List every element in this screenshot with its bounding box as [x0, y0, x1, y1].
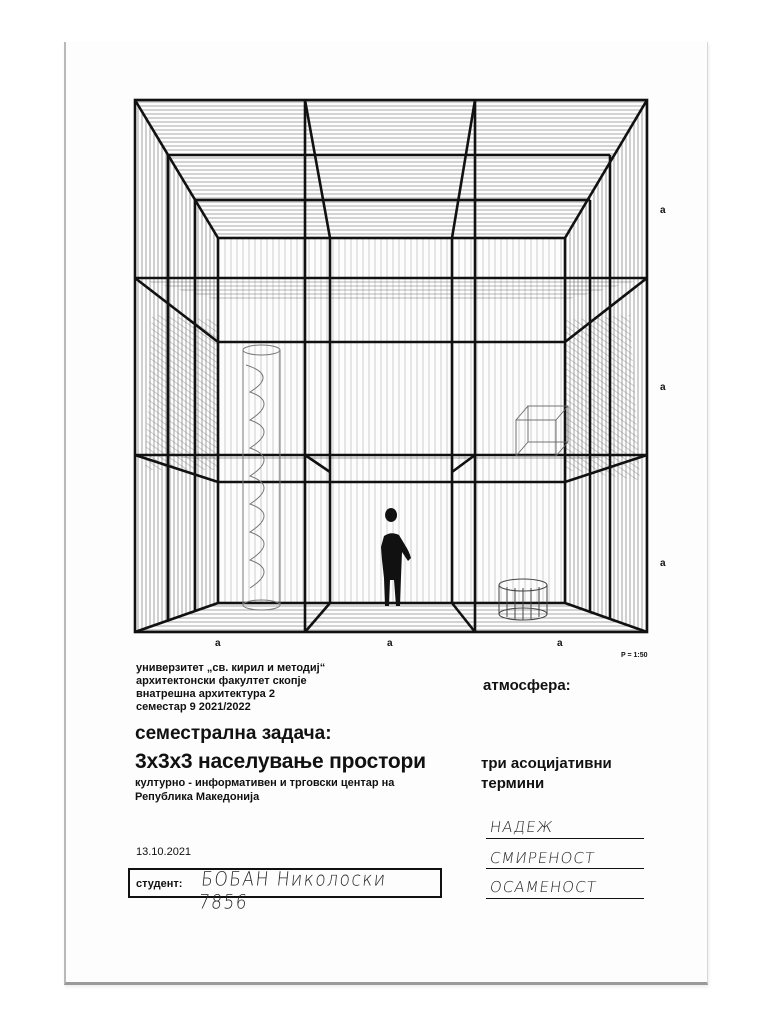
university-line: универзитет „св. кирил и методиј“: [136, 662, 326, 674]
dimension-label-right-top: a: [660, 205, 666, 216]
semester-line: семестар 9 2021/2022: [136, 701, 251, 713]
task-subtitle-line1: културно - информативен и трговски центар на: [135, 777, 395, 789]
floor-hatch: [135, 603, 647, 632]
upper-slab-hatch: [135, 278, 647, 300]
ceiling-hatch: [135, 100, 647, 238]
dimension-label-right-bottom: a: [660, 558, 666, 569]
dimension-label-right-middle: a: [660, 382, 666, 393]
term-line-2: [486, 868, 644, 869]
atmosphere-label: атмосфера:: [483, 677, 571, 694]
terms-heading: [481, 754, 612, 794]
term-word-3: ОСАМЕНОСТ: [488, 878, 598, 896]
student-label: студент:: [136, 878, 183, 890]
term-line-1: [486, 838, 644, 839]
faculty-line: архитектонски факултет скопје: [136, 675, 307, 687]
date-label: 13.10.2021: [136, 846, 192, 858]
scale-label: P = 1:50: [621, 652, 648, 659]
term-word-2: СМИРЕНОСТ: [488, 849, 597, 867]
student-box: [128, 868, 442, 914]
task-heading: семестрална задача:: [135, 723, 332, 744]
dimension-label-bottom-right: a: [557, 638, 563, 649]
term-line-3: [486, 898, 644, 899]
terms-heading-line2: термини: [481, 775, 545, 792]
task-title: 3x3x3 населување простори: [135, 750, 426, 773]
terms-heading-line1: три асоцијативни: [481, 755, 612, 772]
dimension-label-bottom-left: a: [215, 638, 221, 649]
term-word-1: НАДЕЖ: [488, 818, 555, 836]
dimension-label-bottom-middle: a: [387, 638, 393, 649]
left-curtain: [145, 315, 218, 470]
student-name: БОБАН Николоски 7856: [197, 868, 388, 914]
course-line: внатрешна архитектура 2: [136, 688, 275, 700]
task-subtitle-line2: Република Македонија: [135, 791, 260, 803]
